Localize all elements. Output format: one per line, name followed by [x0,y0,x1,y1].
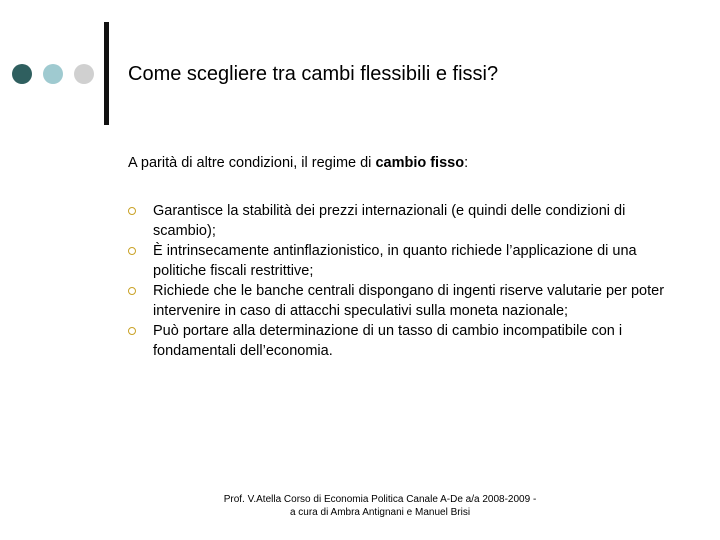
footer-line-1: Prof. V.Atella Corso di Economia Politica Canale A-De a/a 2008-2009 - [223,494,537,505]
list-item [128,281,668,321]
bullet-icon [128,327,136,335]
list-item [128,201,668,241]
intro-text [128,153,688,173]
dot-dark-icon [12,64,32,84]
bullet-icon [128,247,136,255]
dot-grey-icon [74,64,94,84]
list-item [128,241,668,281]
dot-light-icon [43,64,63,84]
intro-prefix: A parità di altre condizioni, il regime di [128,155,376,171]
bullet-text: Può portare alla determinazione di un tasso di cambio incompatibile con i fondamentali dell’economia. [153,323,623,359]
bullet-icon [128,287,136,295]
footer-line-2: a cura di Ambra Antignani e Manuel Brisi [289,507,471,518]
title-divider [104,22,109,125]
intro-emphasis: cambio fisso [375,155,465,171]
intro-suffix: : [464,155,469,171]
footer [210,493,550,519]
bullet-text: Garantisce la stabilità dei prezzi internazionali (e quindi delle condizioni di scambio); [153,203,626,239]
list-item [128,321,668,361]
bullet-icon [128,207,136,215]
bullet-list [128,201,668,361]
slide-title: Come scegliere tra cambi flessibili e fissi? [128,63,499,85]
decorative-dots [12,64,98,84]
bullet-text: È intrinsecamente antinflazionistico, in quanto richiede l’applicazione di una politiche fiscali restrittive; [153,243,637,279]
bullet-text: Richiede che le banche centrali dispongano di ingenti riserve valutarie per poter intervenire in caso di attacchi speculativi sulla moneta nazionale; [153,283,665,319]
